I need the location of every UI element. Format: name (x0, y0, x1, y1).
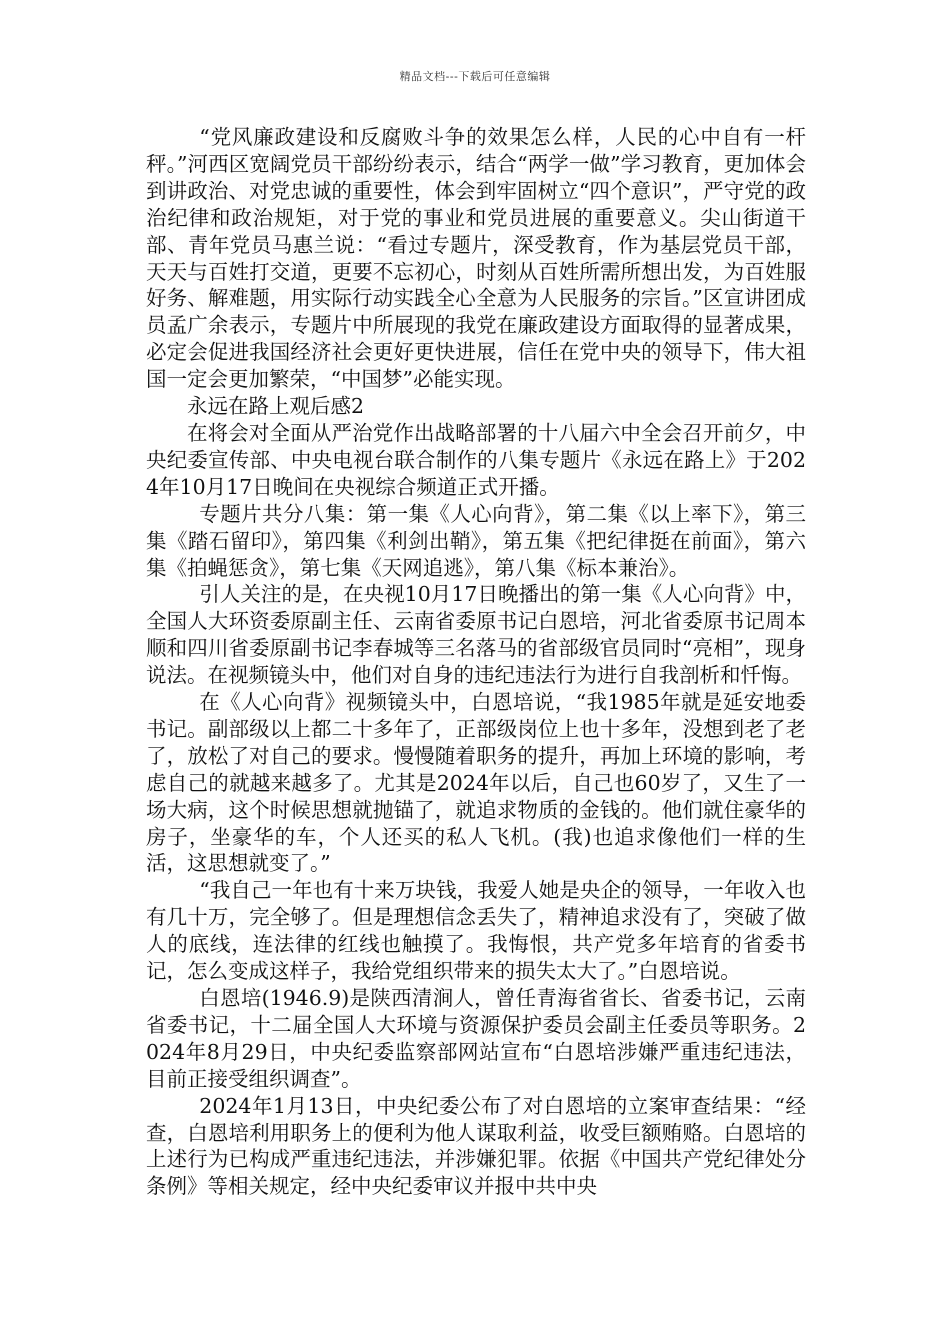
paragraph-1: “党风廉政建设和反腐败斗争的效果怎么样，人民的心中自有一杆秤。”河西区宽阔党员干部纷纷表示，结合“两学一做”学习教育，更加体会到讲政治、对党忠诚的重要性，体会到牢固树立“四个意识”，严守党的政治纪律和政治规矩，对于党的事业和党员进展的重要意义。尖山街道干部、青年党员马惠兰说：“看过专题片，深受教育，作为基层党员干部，天天与百姓打交道，更要不忘初心，时刻从百姓所需所想出发，为百姓服好务、解难题，用实际行动实践全心全意为人民服务的宗旨。”区宣讲团成员孟广余表示，专题片中所展现的我党在廉政建设方面取得的显著成果，必定会促进我国经济社会更好更快进展，信任在党中央的领导下，伟大祖国一定会更加繁荣，“中国梦”必能实现。 (146, 125, 806, 392)
document-body (146, 124, 806, 1200)
paragraph-5: 在《人心向背》视频镜头中，白恩培说，“我1985年就是延安地委书记。副部级以上都二十多年了，正部级岗位上也十多年，没想到老了老了，放松了对自己的要求。慢慢随着职务的提升，再加上环境的影响，考虑自己的就越来越多了。尤其是2024年以后，自己也60岁了，又生了一场大病，这个时候思想就抛锚了，就追求物质的金钱的。他们就住豪华的房子，坐豪华的车，个人还买的私人飞机。(我)也追求像他们一样的生活，这思想就变了。” (146, 690, 806, 876)
paragraph-8: 2024年1月13日，中央纪委公布了对白恩培的立案审查结果：“经查，白恩培利用职务上的便利为他人谋取利益，收受巨额贿赂。白恩培的上述行为已构成严重违纪违法，并涉嫌犯罪。依据《中国共产党纪律处分条例》等相关规定，经中央纪委审议并报中共中央 (146, 1093, 806, 1199)
paragraph-4: 引人关注的是，在央视10月17日晚播出的第一集《人心向背》中，全国人大环资委原副主任、云南省委原书记白恩培，河北省委原书记周本顺和四川省委原副书记李春城等三名落马的省部级官员同时“亮相”，现身说法。在视频镜头中，他们对自身的违纪违法行为进行自我剖析和忏悔。 (146, 582, 806, 688)
paragraph-2: 在将会对全面从严治党作出战略部署的十八届六中全会召开前夕，中央纪委宣传部、中央电视台联合制作的八集专题片《永远在路上》于2024年10月17日晚间在央视综合频道正式开播。 (146, 420, 806, 499)
page-header: 精品文档---下载后可任意编辑 (399, 70, 551, 83)
paragraph-7: 白恩培(1946.9)是陕西清涧人，曾任青海省省长、省委书记，云南省委书记，十二届全国人大环境与资源保护委员会副主任委员等职务。2024年8月29日，中央纪委监察部网站宣布“白恩培涉嫌严重违纪违法，目前正接受组织调查”。 (146, 986, 806, 1091)
paragraph-3: 专题片共分八集：第一集《人心向背》，第二集《以上率下》，第三集《踏石留印》，第四集《利剑出鞘》，第五集《把纪律挺在前面》，第六集《拍蝇惩贪》，第七集《天网追逃》，第八集《标本兼治》。 (146, 501, 806, 580)
section-subtitle: 永远在路上观后感2 (187, 394, 365, 419)
paragraph-6: “我自己一年也有十来万块钱，我爱人她是央企的领导，一年收入也有几十万，完全够了。但是理想信念丢失了，精神追求没有了，突破了做人的底线，连法律的红线也触摸了。我悔恨，共产党多年培育的省委书记，怎么变成这样子，我给党组织带来的损失太大了。”白恩培说。 (146, 878, 806, 984)
